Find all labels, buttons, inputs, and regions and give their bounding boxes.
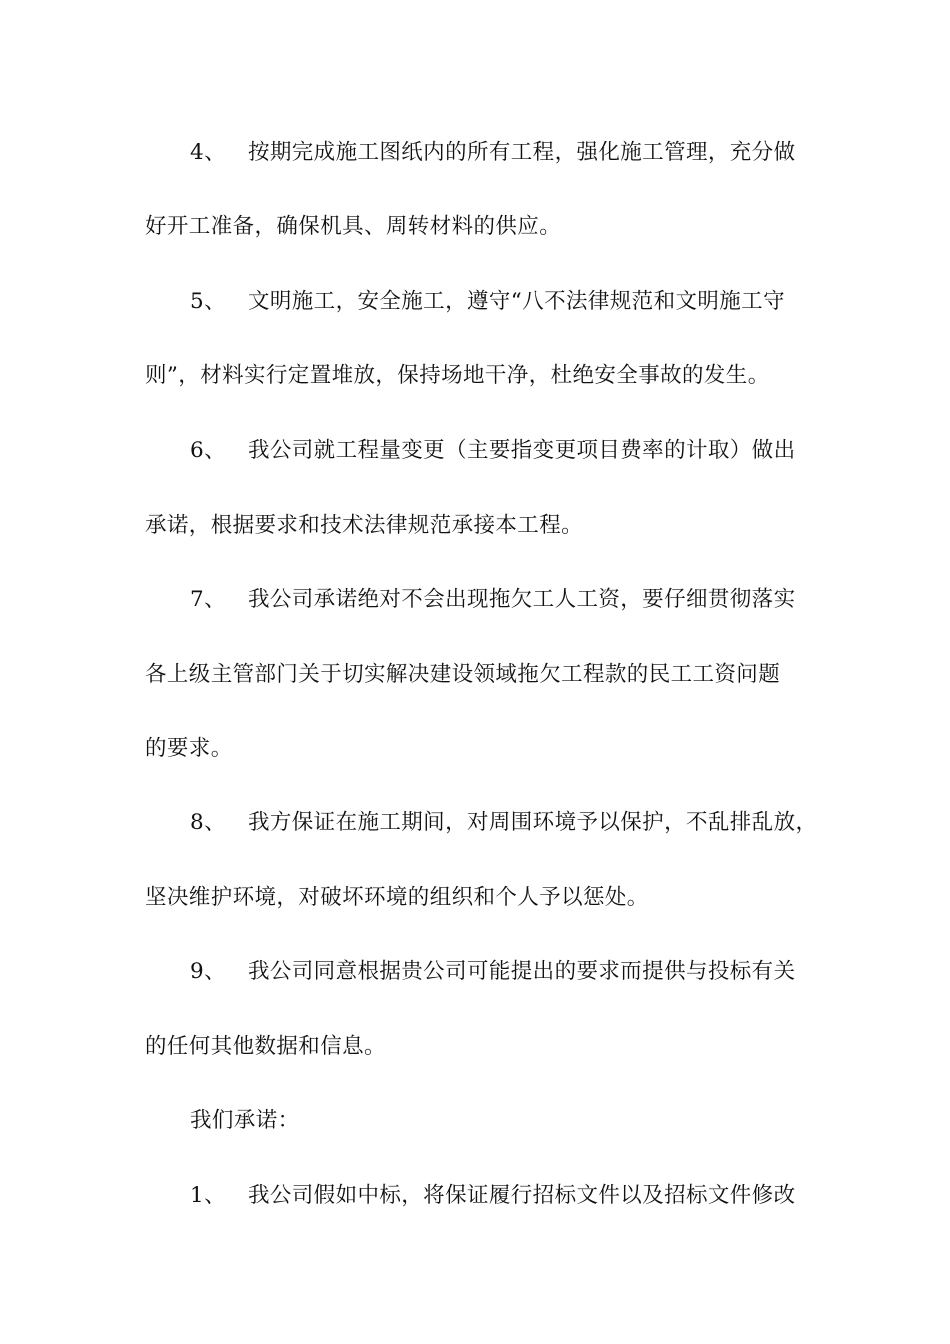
item-6-first-line xyxy=(190,436,870,466)
item-7-text: 我公司承诺绝对不会出现拖欠工人工资，要仔细贯彻落实 xyxy=(247,587,796,612)
item-9-number: 9、 xyxy=(190,959,226,984)
promise-item-1-text: 我公司假如中标，将保证履行招标文件以及招标文件修改 xyxy=(247,1183,796,1208)
promise-item-1-first-line xyxy=(190,1181,870,1211)
item-5-text: 文明施工，安全施工，遵守“八不法律规范和文明施工守 xyxy=(247,289,785,314)
item-4-number: 4、 xyxy=(190,140,226,165)
item-8-text: 我方保证在施工期间，对周围环境予以保护，不乱排乱放， xyxy=(247,810,818,835)
item-9-text: 我公司同意根据贵公司可能提出的要求而提供与投标有关 xyxy=(247,959,796,984)
item-8-first-line xyxy=(190,808,870,838)
item-5-first-line xyxy=(190,287,870,317)
item-4-continuation: 好开工准备，确保机具、周转材料的供应。 xyxy=(145,214,562,239)
item-4-text: 按期完成施工图纸内的所有工程，强化施工管理，充分做 xyxy=(247,140,796,165)
item-9-continuation: 的任何其他数据和信息。 xyxy=(145,1034,386,1059)
item-6-number: 6、 xyxy=(190,438,226,463)
item-8-number: 8、 xyxy=(190,810,226,835)
item-6-text: 我公司就工程量变更（主要指变更项目费率的计取）做出 xyxy=(247,438,796,463)
item-8-continuation: 坚决维护环境，对破坏环境的组织和个人予以惩处。 xyxy=(145,885,649,910)
item-9-first-line xyxy=(190,957,870,987)
promise-item-1-number: 1、 xyxy=(190,1183,226,1208)
promise-heading: 我们承诺： xyxy=(190,1108,300,1133)
item-5-continuation: 则”，材料实行定置堆放，保持场地干净，杜绝安全事故的发生。 xyxy=(145,363,770,388)
item-6-continuation: 承诺，根据要求和技术法律规范承接本工程。 xyxy=(145,513,584,538)
item-4-first-line xyxy=(190,138,870,168)
item-7-number: 7、 xyxy=(190,587,226,612)
item-7-first-line xyxy=(190,585,870,615)
item-5-number: 5、 xyxy=(190,289,226,314)
item-7-continuation-2: 的要求。 xyxy=(145,736,233,761)
item-7-continuation: 各上级主管部门关于切实解决建设领域拖欠工程款的民工工资问题 xyxy=(145,662,781,687)
